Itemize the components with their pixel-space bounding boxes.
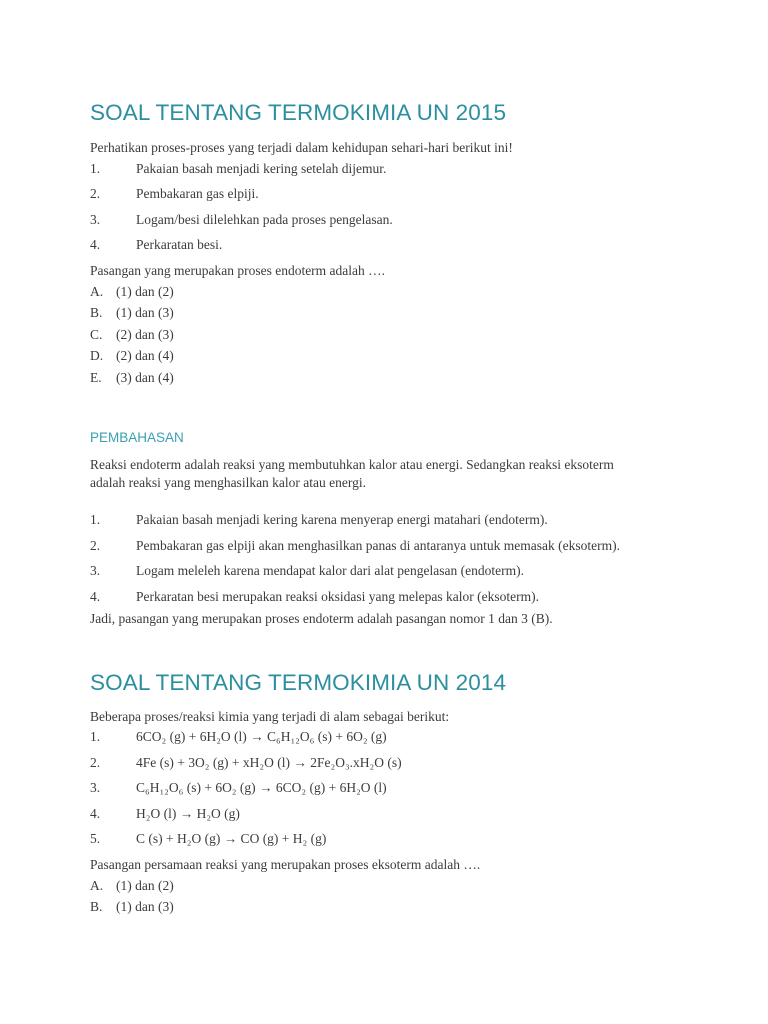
pembahasan-title: PEMBAHASAN (90, 430, 184, 445)
option-letter: A. (90, 878, 104, 893)
item-text: Perkaratan besi merupakan reaksi oksidasi yang melepas kalor (eksoterm). (136, 589, 539, 604)
pembahasan-paragraph-line-1: Reaksi endoterm adalah reaksi yang membutuhkan kalor atau energi. Sedangkan reaksi eksoterm (90, 457, 614, 472)
list-item (90, 755, 690, 773)
answer-option (90, 327, 690, 345)
list-item (90, 186, 690, 204)
item-number: 1. (90, 161, 101, 176)
item-text: Pembakaran gas elpiji. (136, 186, 259, 201)
option-text: (1) dan (2) (116, 284, 174, 299)
answer-option (90, 370, 690, 388)
reaction-equation: 4Fe (s) + 3O₂ (g) + xH₂O (l) → 2Fe₂O₃.xH₂O (s) (136, 755, 402, 770)
answer-option (90, 348, 690, 366)
list-item (90, 729, 690, 747)
option-text: (1) dan (3) (116, 305, 174, 320)
item-number: 3. (90, 780, 101, 795)
reaction-equation: C (s) + H₂O (g) → CO (g) + H₂ (g) (136, 831, 327, 846)
item-text: Logam/besi dilelehkan pada proses pengelasan. (136, 212, 393, 227)
reaction-equation: 6CO₂ (g) + 6H₂O (l) → C₆H₁₂O₆ (s) + 6O₂ (g) (136, 729, 387, 744)
item-number: 4. (90, 589, 101, 604)
intro-text-2015: Perhatikan proses-proses yang terjadi dalam kehidupan sehari-hari berikut ini! (90, 140, 513, 155)
option-letter: E. (90, 370, 102, 385)
item-number: 4. (90, 806, 101, 821)
item-text: Pembakaran gas elpiji akan menghasilkan panas di antaranya untuk memasak (eksoterm). (136, 538, 620, 553)
list-item (90, 780, 690, 798)
item-text: Pakaian basah menjadi kering karena menyerap energi matahari (endoterm). (136, 512, 548, 527)
answer-option (90, 899, 690, 917)
reaction-equation: H₂O (l) → H₂O (g) (136, 806, 240, 821)
section-title-2014: SOAL TENTANG TERMOKIMIA UN 2014 (90, 670, 507, 695)
item-number: 2. (90, 538, 101, 553)
item-number: 2. (90, 755, 101, 770)
list-item (90, 212, 690, 230)
question-text-2015: Pasangan yang merupakan proses endoterm adalah …. (90, 263, 386, 278)
item-number: 3. (90, 563, 101, 578)
item-number: 3. (90, 212, 101, 227)
list-item (90, 563, 690, 581)
reaction-equation: C₆H₁₂O₆ (s) + 6O₂ (g) → 6CO₂ (g) + 6H₂O (l) (136, 780, 387, 795)
answer-option (90, 284, 690, 302)
option-letter: B. (90, 305, 103, 320)
option-text: (2) dan (4) (116, 348, 174, 363)
item-text: Logam meleleh karena mendapat kalor dari alat pengelasan (endoterm). (136, 563, 524, 578)
answer-option (90, 305, 690, 323)
list-item (90, 512, 690, 530)
pembahasan-paragraph-line-2: adalah reaksi yang menghasilkan kalor atau energi. (90, 475, 367, 490)
option-letter: C. (90, 327, 103, 342)
list-item (90, 161, 690, 179)
item-text: Pakaian basah menjadi kering setelah dijemur. (136, 161, 387, 176)
option-letter: D. (90, 348, 104, 363)
item-number: 1. (90, 729, 101, 744)
item-number: 5. (90, 831, 101, 846)
option-letter: B. (90, 899, 103, 914)
list-item (90, 538, 690, 556)
item-number: 4. (90, 237, 101, 252)
option-text: (1) dan (2) (116, 878, 174, 893)
intro-text-2014: Beberapa proses/reaksi kimia yang terjadi di alam sebagai berikut: (90, 709, 450, 724)
option-text: (2) dan (3) (116, 327, 174, 342)
item-number: 1. (90, 512, 101, 527)
option-text: (1) dan (3) (116, 899, 174, 914)
question-text-2014: Pasangan persamaan reaksi yang merupakan proses eksoterm adalah …. (90, 857, 481, 872)
section-title-2015: SOAL TENTANG TERMOKIMIA UN 2015 (90, 100, 507, 125)
item-text: Perkaratan besi. (136, 237, 223, 252)
option-text: (3) dan (4) (116, 370, 174, 385)
item-number: 2. (90, 186, 101, 201)
option-letter: A. (90, 284, 104, 299)
answer-option (90, 878, 690, 896)
list-item (90, 589, 690, 607)
list-item (90, 237, 690, 255)
list-item (90, 806, 690, 824)
list-item (90, 831, 690, 849)
conclusion-text: Jadi, pasangan yang merupakan proses endoterm adalah pasangan nomor 1 dan 3 (B). (90, 611, 553, 626)
